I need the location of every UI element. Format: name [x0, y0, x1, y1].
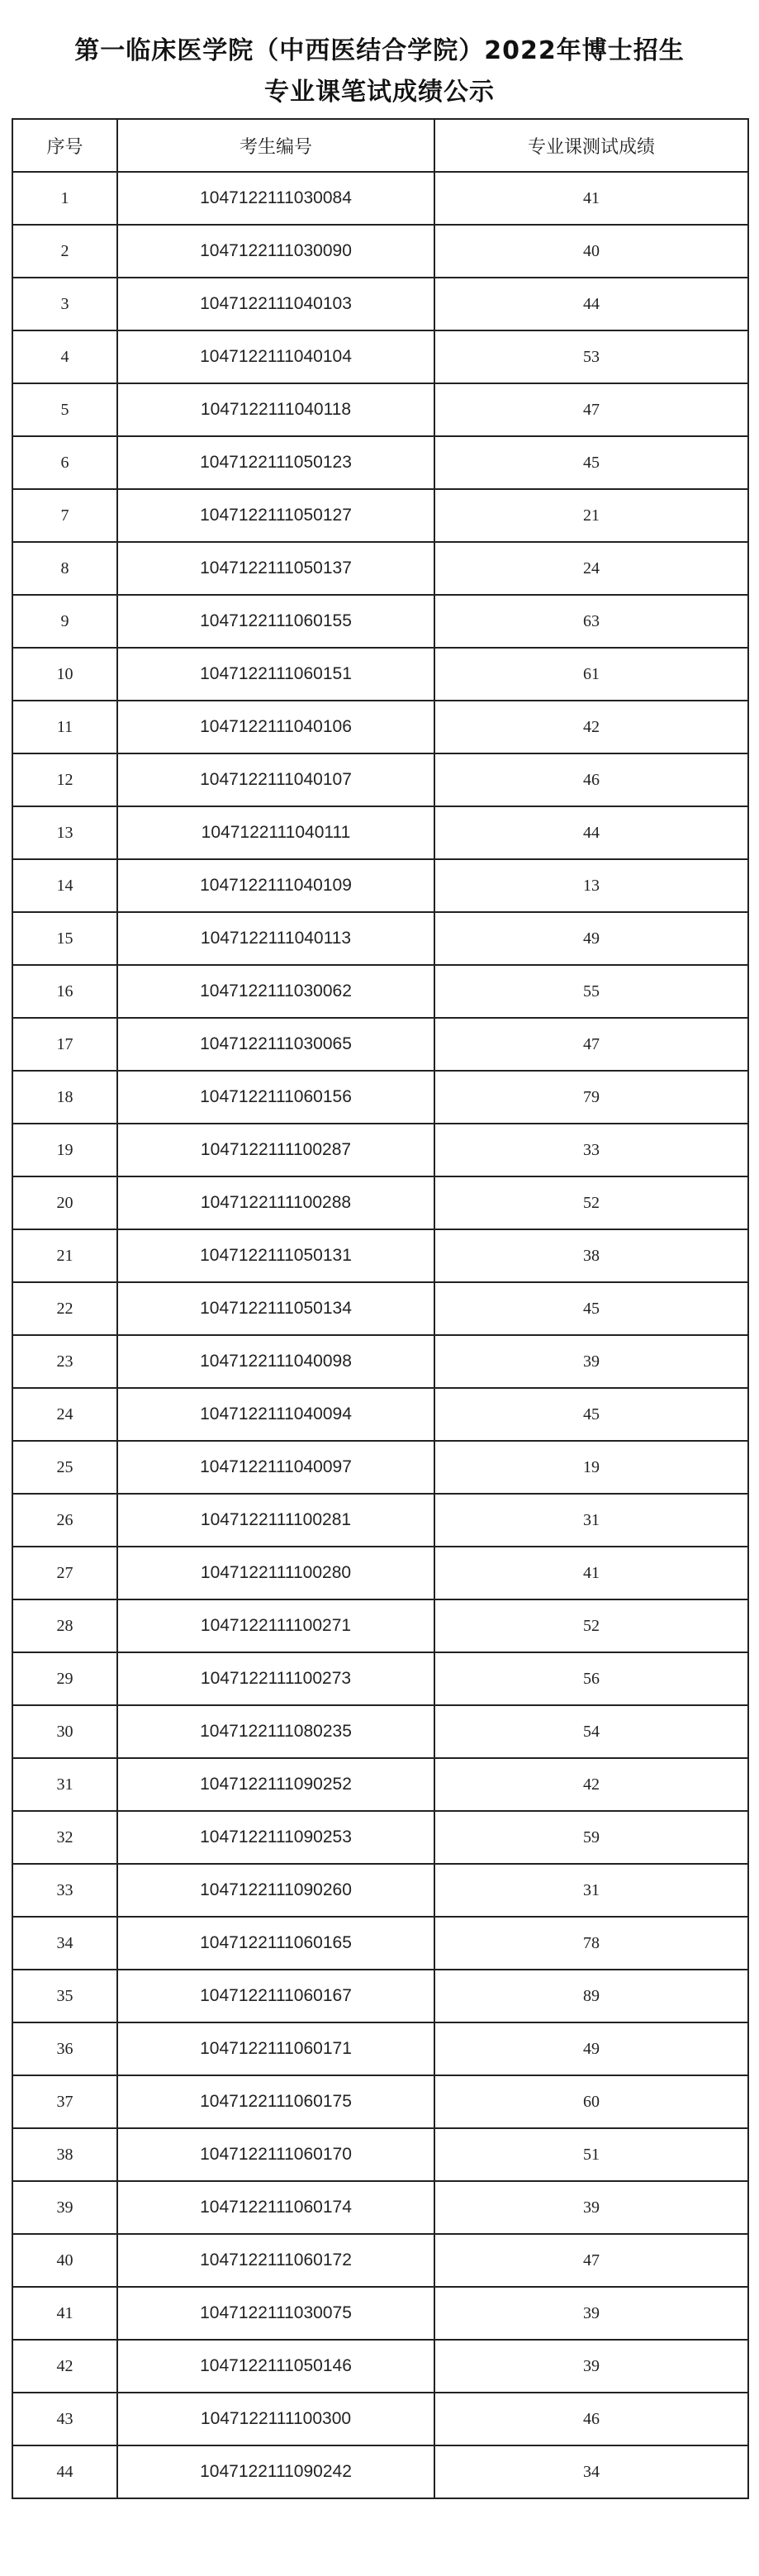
cell-candidate-id: 1047122111090242: [117, 2445, 434, 2498]
cell-candidate-id: 1047122111060156: [117, 1071, 434, 1124]
cell-candidate-id: 1047122111060167: [117, 1970, 434, 2022]
cell-score: 45: [434, 1282, 748, 1335]
table-row: [12, 1917, 748, 1970]
cell-score: 89: [434, 1970, 748, 2022]
table-row: [12, 2075, 748, 2128]
table-row: [12, 278, 748, 330]
table-row: [12, 1864, 748, 1917]
table-row: [12, 595, 748, 648]
cell-seq: 3: [12, 278, 117, 330]
cell-score: 31: [434, 1494, 748, 1547]
cell-score: 42: [434, 1758, 748, 1811]
cell-score: 55: [434, 965, 748, 1018]
cell-candidate-id: 1047122111060171: [117, 2022, 434, 2075]
cell-score: 39: [434, 2181, 748, 2234]
score-table: [12, 118, 749, 2499]
cell-score: 45: [434, 436, 748, 489]
cell-seq: 5: [12, 383, 117, 436]
cell-seq: 11: [12, 701, 117, 753]
cell-candidate-id: 1047122111060175: [117, 2075, 434, 2128]
cell-candidate-id: 1047122111040113: [117, 912, 434, 965]
cell-score: 51: [434, 2128, 748, 2181]
cell-seq: 2: [12, 225, 117, 278]
cell-score: 13: [434, 859, 748, 912]
cell-seq: 6: [12, 436, 117, 489]
cell-candidate-id: 1047122111060165: [117, 1917, 434, 1970]
cell-score: 40: [434, 225, 748, 278]
cell-score: 44: [434, 806, 748, 859]
cell-seq: 33: [12, 1864, 117, 1917]
cell-candidate-id: 1047122111050131: [117, 1229, 434, 1282]
cell-seq: 9: [12, 595, 117, 648]
table-row: [12, 1229, 748, 1282]
cell-seq: 39: [12, 2181, 117, 2234]
table-row: [12, 1388, 748, 1441]
cell-seq: 24: [12, 1388, 117, 1441]
cell-candidate-id: 1047122111030090: [117, 225, 434, 278]
cell-candidate-id: 1047122111090253: [117, 1811, 434, 1864]
table-row: [12, 753, 748, 806]
table-row: [12, 2181, 748, 2234]
cell-seq: 21: [12, 1229, 117, 1282]
table-row: [12, 1018, 748, 1071]
table-row: [12, 1547, 748, 1599]
cell-score: 41: [434, 172, 748, 225]
cell-candidate-id: 1047122111040106: [117, 701, 434, 753]
cell-candidate-id: 1047122111040107: [117, 753, 434, 806]
cell-candidate-id: 1047122111100287: [117, 1124, 434, 1176]
cell-seq: 36: [12, 2022, 117, 2075]
cell-seq: 1: [12, 172, 117, 225]
cell-score: 60: [434, 2075, 748, 2128]
table-row: [12, 542, 748, 595]
cell-seq: 34: [12, 1917, 117, 1970]
table-row: [12, 1652, 748, 1705]
cell-seq: 44: [12, 2445, 117, 2498]
cell-score: 31: [434, 1864, 748, 1917]
cell-seq: 31: [12, 1758, 117, 1811]
cell-score: 49: [434, 2022, 748, 2075]
cell-score: 52: [434, 1176, 748, 1229]
cell-candidate-id: 1047122111090252: [117, 1758, 434, 1811]
table-header-row: [12, 119, 748, 172]
table-row: [12, 912, 748, 965]
table-row: [12, 2445, 748, 2498]
table-row: [12, 1705, 748, 1758]
cell-score: 53: [434, 330, 748, 383]
header-seq: 序号: [12, 119, 117, 172]
cell-seq: 35: [12, 1970, 117, 2022]
cell-score: 39: [434, 2340, 748, 2393]
cell-candidate-id: 1047122111100280: [117, 1547, 434, 1599]
cell-candidate-id: 1047122111050127: [117, 489, 434, 542]
cell-candidate-id: 1047122111040104: [117, 330, 434, 383]
cell-score: 41: [434, 1547, 748, 1599]
cell-seq: 8: [12, 542, 117, 595]
cell-score: 45: [434, 1388, 748, 1441]
cell-seq: 25: [12, 1441, 117, 1494]
cell-candidate-id: 1047122111060151: [117, 648, 434, 701]
cell-score: 47: [434, 383, 748, 436]
cell-score: 47: [434, 1018, 748, 1071]
cell-seq: 13: [12, 806, 117, 859]
cell-candidate-id: 1047122111050137: [117, 542, 434, 595]
cell-seq: 26: [12, 1494, 117, 1547]
cell-candidate-id: 1047122111050134: [117, 1282, 434, 1335]
cell-seq: 19: [12, 1124, 117, 1176]
cell-candidate-id: 1047122111040098: [117, 1335, 434, 1388]
cell-candidate-id: 1047122111050123: [117, 436, 434, 489]
table-row: [12, 1441, 748, 1494]
cell-seq: 23: [12, 1335, 117, 1388]
cell-seq: 28: [12, 1599, 117, 1652]
cell-seq: 15: [12, 912, 117, 965]
cell-seq: 10: [12, 648, 117, 701]
cell-seq: 17: [12, 1018, 117, 1071]
header-candidate-id: 考生编号: [117, 119, 434, 172]
table-row: [12, 2234, 748, 2287]
table-row: [12, 489, 748, 542]
cell-seq: 7: [12, 489, 117, 542]
table-row: [12, 1494, 748, 1547]
cell-candidate-id: 1047122111100281: [117, 1494, 434, 1547]
header-score: 专业课测试成绩: [434, 119, 748, 172]
table-row: [12, 1176, 748, 1229]
cell-seq: 20: [12, 1176, 117, 1229]
cell-candidate-id: 1047122111090260: [117, 1864, 434, 1917]
table-row: [12, 225, 748, 278]
cell-score: 49: [434, 912, 748, 965]
cell-candidate-id: 1047122111060155: [117, 595, 434, 648]
table-row: [12, 701, 748, 753]
table-row: [12, 1758, 748, 1811]
cell-seq: 32: [12, 1811, 117, 1864]
cell-candidate-id: 1047122111040097: [117, 1441, 434, 1494]
cell-score: 63: [434, 595, 748, 648]
cell-candidate-id: 1047122111050146: [117, 2340, 434, 2393]
cell-candidate-id: 1047122111030084: [117, 172, 434, 225]
table-row: [12, 2393, 748, 2445]
cell-score: 56: [434, 1652, 748, 1705]
cell-candidate-id: 1047122111060170: [117, 2128, 434, 2181]
cell-score: 42: [434, 701, 748, 753]
cell-seq: 27: [12, 1547, 117, 1599]
cell-candidate-id: 1047122111030065: [117, 1018, 434, 1071]
table-row: [12, 2340, 748, 2393]
cell-seq: 16: [12, 965, 117, 1018]
cell-score: 46: [434, 2393, 748, 2445]
table-row: [12, 436, 748, 489]
cell-score: 44: [434, 278, 748, 330]
table-row: [12, 2287, 748, 2340]
cell-candidate-id: 1047122111100271: [117, 1599, 434, 1652]
cell-score: 38: [434, 1229, 748, 1282]
table-row: [12, 2128, 748, 2181]
cell-candidate-id: 1047122111040118: [117, 383, 434, 436]
cell-seq: 42: [12, 2340, 117, 2393]
cell-seq: 22: [12, 1282, 117, 1335]
cell-score: 19: [434, 1441, 748, 1494]
cell-score: 79: [434, 1071, 748, 1124]
table-row: [12, 1599, 748, 1652]
page-subtitle: 专业课笔试成绩公示: [264, 78, 495, 107]
cell-candidate-id: 1047122111060174: [117, 2181, 434, 2234]
table-row: [12, 1071, 748, 1124]
cell-score: 78: [434, 1917, 748, 1970]
cell-score: 47: [434, 2234, 748, 2287]
cell-seq: 41: [12, 2287, 117, 2340]
cell-score: 39: [434, 1335, 748, 1388]
cell-seq: 4: [12, 330, 117, 383]
cell-candidate-id: 1047122111080235: [117, 1705, 434, 1758]
table-row: [12, 383, 748, 436]
cell-candidate-id: 1047122111100273: [117, 1652, 434, 1705]
cell-candidate-id: 1047122111040094: [117, 1388, 434, 1441]
table-row: [12, 172, 748, 225]
cell-candidate-id: 1047122111060172: [117, 2234, 434, 2287]
cell-seq: 43: [12, 2393, 117, 2445]
cell-seq: 30: [12, 1705, 117, 1758]
table-row: [12, 965, 748, 1018]
page-title: 第一临床医学院（中西医结合学院）2022年博士招生: [74, 36, 685, 65]
cell-seq: 38: [12, 2128, 117, 2181]
table-row: [12, 859, 748, 912]
table-row: [12, 1335, 748, 1388]
table-row: [12, 2022, 748, 2075]
cell-candidate-id: 1047122111040111: [117, 806, 434, 859]
table-row: [12, 806, 748, 859]
cell-candidate-id: 1047122111030062: [117, 965, 434, 1018]
cell-score: 24: [434, 542, 748, 595]
cell-candidate-id: 1047122111040109: [117, 859, 434, 912]
cell-score: 33: [434, 1124, 748, 1176]
cell-seq: 12: [12, 753, 117, 806]
cell-candidate-id: 1047122111040103: [117, 278, 434, 330]
cell-seq: 40: [12, 2234, 117, 2287]
cell-score: 52: [434, 1599, 748, 1652]
cell-score: 59: [434, 1811, 748, 1864]
table-row: [12, 1970, 748, 2022]
cell-score: 39: [434, 2287, 748, 2340]
table-row: [12, 1811, 748, 1864]
table-row: [12, 1124, 748, 1176]
cell-candidate-id: 1047122111030075: [117, 2287, 434, 2340]
table-row: [12, 330, 748, 383]
cell-candidate-id: 1047122111100288: [117, 1176, 434, 1229]
cell-score: 21: [434, 489, 748, 542]
cell-seq: 29: [12, 1652, 117, 1705]
table-row: [12, 648, 748, 701]
cell-score: 54: [434, 1705, 748, 1758]
cell-seq: 18: [12, 1071, 117, 1124]
cell-candidate-id: 1047122111100300: [117, 2393, 434, 2445]
cell-score: 46: [434, 753, 748, 806]
table-row: [12, 1282, 748, 1335]
cell-seq: 14: [12, 859, 117, 912]
cell-score: 34: [434, 2445, 748, 2498]
cell-seq: 37: [12, 2075, 117, 2128]
cell-score: 61: [434, 648, 748, 701]
